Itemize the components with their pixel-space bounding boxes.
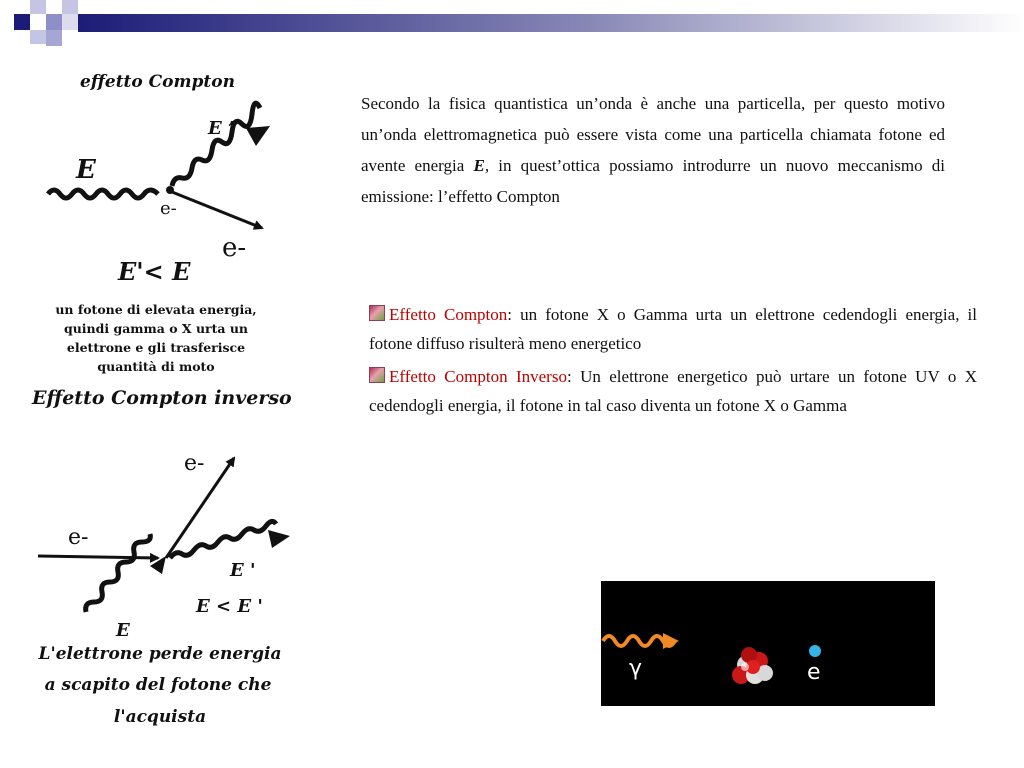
animation-frame <box>601 581 935 706</box>
atom-nucleus-icon <box>732 647 773 684</box>
compton-relation: E'< E <box>118 257 191 286</box>
incoming-electron-label: e- <box>68 525 89 550</box>
incoming-photon-label: E <box>76 155 96 185</box>
energy-symbol: E <box>473 156 485 175</box>
incoming-electron-track <box>38 556 158 558</box>
bullet-text: : Un elettrone energetico può urtare un fotone UV o X cedendogli energia, il fotone in tal caso diventa un fotone X o Gamma <box>369 367 977 415</box>
compton-animation-still <box>601 581 935 706</box>
compton-caption-line: quindi gamma o X urta un <box>63 321 249 336</box>
scattered-photon-arrowhead <box>246 126 270 146</box>
outgoing-photon-arrowhead <box>268 530 290 548</box>
scattered-photon-label: E ’ <box>208 118 235 139</box>
bullet-term: Effetto Compton <box>389 305 508 324</box>
incoming-photon-wave <box>86 534 151 612</box>
scattered-electron-track <box>172 192 262 228</box>
effects-list <box>369 300 977 424</box>
bullet-term: Effetto Compton Inverso <box>389 367 567 386</box>
inverse-caption-line: L'elettrone perde energia <box>38 644 282 664</box>
scattered-electron-label: e- <box>222 233 247 263</box>
electron-at-rest-label: e- <box>160 198 177 219</box>
intro-paragraph <box>361 88 945 212</box>
compton-caption-line: elettrone e gli trasferisce <box>66 340 246 355</box>
list-item <box>369 300 977 358</box>
inverse-caption-line: l'acquista <box>113 707 207 727</box>
inverse-outgoing-photon-label: E ' <box>230 560 256 581</box>
compton-effect-diagram <box>31 72 292 409</box>
compton-caption-line: un fotone di elevata energia, <box>55 302 257 317</box>
electron-label: e <box>807 660 821 685</box>
bullet-text: : un fotone X o Gamma urta un elettrone cedendogli energia, il fotone diffuso risulterà meno energetico <box>369 305 977 353</box>
inverse-compton-title: Effetto Compton inverso <box>32 387 292 409</box>
intro-text-part2: , in quest’ottica possiamo introdurre un nuovo meccanismo di emissione: l’effetto Compton <box>361 156 946 206</box>
inverse-caption-line: a scapito del fotone che <box>44 675 272 695</box>
incoming-photon-wave <box>48 190 158 198</box>
list-item <box>369 362 977 420</box>
compton-title: effetto Compton <box>80 72 235 92</box>
intro-text-part1: Secondo la fisica quantistica un’onda è anche una particella, per questo motivo un’onda elettromagnetica può essere vista come una particella chiamata fotone ed avente energia <box>361 94 945 175</box>
inverse-incoming-photon-label: E <box>116 620 130 641</box>
inverse-compton-diagram <box>38 451 290 727</box>
photon-label: γ <box>629 656 643 681</box>
inverse-relation: E < E ' <box>196 596 263 617</box>
compton-caption-line: quantità di moto <box>97 359 215 374</box>
bullet-flower-icon <box>369 367 385 383</box>
bullet-flower-icon <box>369 305 385 321</box>
outgoing-electron-label: e- <box>184 451 205 476</box>
scattered-photon-wave <box>172 103 260 186</box>
electron-ball <box>809 645 821 657</box>
